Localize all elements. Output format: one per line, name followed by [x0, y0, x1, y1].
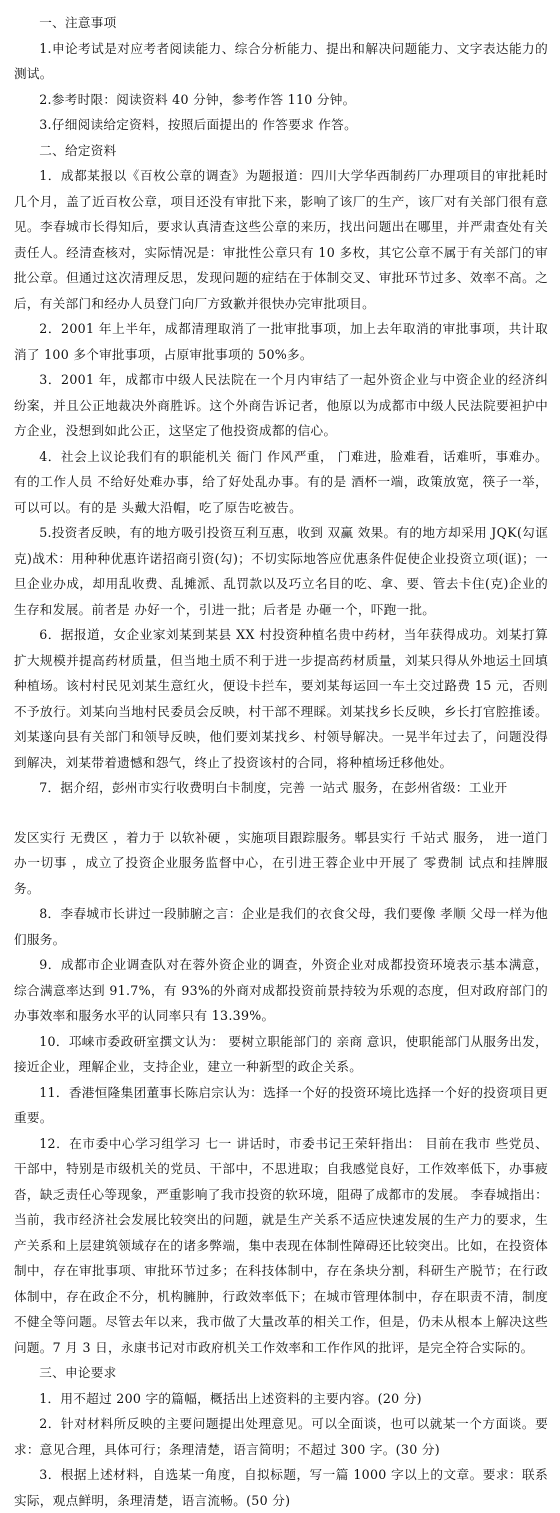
requirement-item-2: 2．针对材料所反映的主要问题提出处理意见。可以全面谈，也可以就某一个方面谈。要求：意见合理，具体可行；条理清楚，语言简明；不超过 300 字。(30 分) — [14, 1416, 548, 1457]
notes-item-3: 3.仔细阅读给定资料，按照后面提出的 作答要求 作答。 — [39, 117, 357, 132]
section-heading-materials: 二、给定资料 — [39, 142, 117, 158]
material-item-3: 3．2001 年，成都市中级人民法院在一个月内审结了一起外资企业与中资企业的经济纠纷案，并且公正地裁决外商胜诉。这个外商告诉记者，他原以为成都市中级人民法院要袒护中方企业，没想到如此公正，这坚定了他投资成都的信心。 — [14, 372, 548, 438]
material-item-7-continued: 发区实行 无费区 ，着力于 以软补硬 ，实施项目跟踪服务。郫县实行 千站式 服务， 进一道门办一切事 ，成立了投资企业服务监督中心，在引进王蓉企业中开展了 零费制 试点和挂牌服务。 — [14, 829, 548, 896]
material-item-2: 2．2001 年上半年，成都清理取消了一批审批事项，加上去年取消的审批事项，共计取消了 100 多个审批事项，占原审批事项的 50%多。 — [14, 321, 548, 362]
material-item-12: 12．在市委中心学习组学习 七一 讲话时，市委书记王荣轩指出： 目前在我市 些党员、干部中，特别是市级机关的党员、干部中，不思进取；自我感觉良好，工作效率低下，办事疲沓，缺乏责任心等现象，严重影响了我市投资的软环境，阻碍了成都市的发展。 李春城指出： 当前，我市经济社会发展比较突出的问题，就是生产关系不适应快速发展的生产力的要求，生产关系和上层建筑领域存在的诸多弊端，集中表现在体制性障碍还比较突出。比如，在投资体制中，存在审批事项、审批环节过多；在科技体制中，存在条块分割，科研生产脱节；在行政体制中，存在政企不分，机构臃肿，行政效率低下；在城市管理体制中，存在职责不清，制度不健全等问题。尽管去年以来，我市做了大量改革的相关工作，但是，仍未从根本上解决这些问题。7 月 3 日，永康书记对市政府机关工作效率和工作作风的批评，是完全符合实际的。 — [14, 1135, 548, 1355]
paragraph-gap — [14, 801, 548, 825]
requirement-item-1: 1．用不超过 200 字的篇幅，概括出上述资料的主要内容。(20 分) — [39, 1390, 422, 1406]
material-item-11: 11．香港恒隆集团董事长陈启宗认为：选择一个好的投资环境比选择一个好的投资项目更重要。 — [14, 1084, 548, 1125]
material-item-5: 5.投资者反映，有的地方吸引投资互利互惠，收到 双赢 效果。有的地方却采用 JQK(勾诓克)战术：用种种优惠许诺招商引资(勾)；不切实际地答应优惠条件促使企业投资立项(诓)；一旦企业办成，却用乱收费、乱摊派、乱罚款以及巧立名目的吃、拿、要、管去卡住(克)企业的生存和发展。前者是 办好一个，引进一批；后者是 办砸一个，吓跑一批。 — [14, 525, 548, 617]
material-item-9: 9．成都市企业调查队对在蓉外资企业的调查，外资企业对成都投资环境表示基本满意，综合满意率达到 91.7%，有 93%的外商对成都投资前景持较为乐观的态度，但对政府部门的办事效率和服务水平的认同率只有 13.39%。 — [14, 957, 548, 1023]
material-item-8: 8．李春城市长讲过一段肺腑之言：企业是我们的衣食父母，我们要像 孝顺 父母一样为他们服务。 — [14, 906, 548, 947]
material-item-10: 10．邛崃市委政研室撰文认为： 要树立职能部门的 亲商 意识，使职能部门从服务出发，接近企业，理解企业，支持企业，建立一种新型的政企关系。 — [14, 1033, 548, 1074]
material-item-4: 4．社会上议论我们有的职能机关 衙门 作风严重， 门难进，脸难看，话难听，事难办。有的工作人员 不给好处难办事，给了好处乱办事。有的是 酒杯一端，政策放宽，筷子一举，可以可以。有的是 头戴大沿帽，吃了原告吃被告。 — [14, 448, 548, 515]
requirement-item-3: 3．根据上述材料，自选某一角度，自拟标题，写一篇 1000 字以上的文章。要求：联系实际，观点鲜明，条理清楚，语言流畅。(50 分) — [14, 1467, 548, 1508]
notes-item-1: 1.申论考试是对应考者阅读能力、综合分析能力、提出和解决问题能力、文字表达能力的测试。 — [14, 40, 548, 81]
material-item-6: 6．据报道，女企业家刘某到某县 XX 村投资种植名贵中药材，当年获得成功。刘某打算扩大规模并提高药材质量，但当地土质不利于进一步提高药材质量，刘某只得从外地运土回填种植场。该村村民见刘某生意红火，便设卡拦车，要刘某每运回一车土交过路费 15 元，否则不予放行。刘某向当地村民委员会反映，村干部不理睬。刘某找乡长反映，乡长打官腔推诿。刘某遂向县有关部门和领导反映，他们要刘某找乡、村领导解决。一晃半年过去了，问题没得到解决，刘某带着遗憾和怨气，终止了投资该村的合同，将种植场迁移他处。 — [14, 627, 548, 770]
material-item-1: 1．成都某报以《百枚公章的调查》为题报道：四川大学华西制药厂办理项目的审批耗时几个月，盖了近百枚公章，项目还没有审批下来，影响了该厂的生产，该厂对有关部门很有意见。李春城市长得知后，要求认真清查这些公章的来历，找出问题出在哪里，并严肃查处有关责任人。经清查核对，实际情况是：审批性公章只有 10 多枚，其它公章不属于有关部门的审批公章。但通过这次清理反思，发现问题的症结在于体制交叉、审批环节过多、效率不高。之后，有关部门和经办人员登门向厂方致歉并很快办完审批项目。 — [14, 168, 548, 311]
section-heading-requirements: 三、申论要求 — [39, 1365, 117, 1380]
notes-item-2: 2.参考时限：阅读资料 40 分钟，参考作答 110 分钟。 — [39, 91, 356, 107]
section-heading-notes: 一、注意事项 — [39, 15, 117, 30]
material-item-7: 7．据介绍，彭州市实行收费明白卡制度，完善 一站式 服务，在彭州省级：工业开 — [39, 780, 508, 795]
